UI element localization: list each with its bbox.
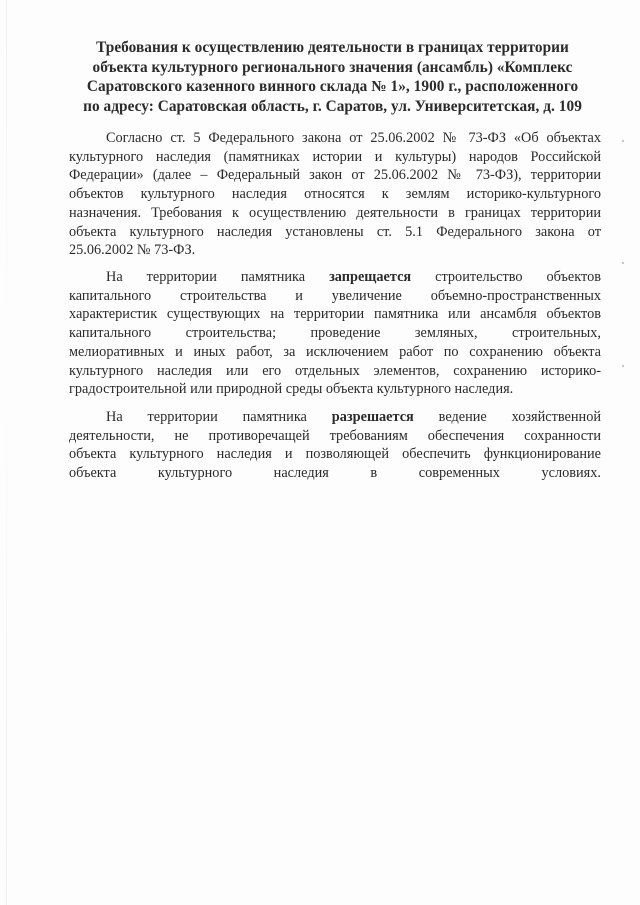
paragraph-line: культурного наследия или его отдельных элементов, сохранению историко- [69,362,601,379]
paragraph-line: культурного наследия (памятниках истории и культуры) народов Российской [69,148,601,165]
paragraph-line: градостроительной или природной среды объекта культурного наследия. [69,381,514,398]
paragraph-line: Согласно ст. 5 Федерального закона от 25.06.2002 № 73-ФЗ «Об объектах [106,130,601,146]
text-segment: На территории памятника [106,409,307,425]
document-title [60,38,605,116]
title-line: по адресу: Саратовская область, г. Саратов, ул. Университетская, д. 109 [83,97,582,115]
text-segment: ведение хозяйственной [438,409,601,425]
scan-speck [622,140,624,142]
paragraph-line [69,268,601,287]
scan-speck [622,365,624,367]
paragraph-permitted [69,408,601,483]
paragraph-prohibited [69,268,601,399]
scan-speck [622,262,624,264]
text-segment: На территории памятника [106,269,306,285]
paragraph-law-reference [69,129,601,260]
paragraph-line: объектов культурного наследия относятся к землям историко-культурного [69,186,601,203]
paragraph-line: объекта культурного наследия в современных условиях. [69,465,601,482]
paragraph-line: капитального строительства и увеличение объемно-пространственных [69,287,601,304]
title-line: Требования к осуществлению деятельности в границах территории [96,39,569,56]
paragraph-line: деятельности, не противоречащей требованиям обеспечения сохранности [69,427,601,444]
paragraph-line: мелиоративных и иных работ, за исключением работ по сохранению объекта [69,343,601,360]
paragraph-line [69,408,601,427]
keyword-prohibited: запрещается [329,269,412,285]
text-segment: строительство объектов [435,269,601,285]
paragraph-line: объекта культурного наследия установлены ст. 5.1 Федерального закона от [69,223,601,240]
title-line: объекта культурного регионального значения (ансамбль) «Комплекс [92,58,573,76]
scan-edge [6,0,7,905]
paragraph-line: назначения. Требования к осуществлению деятельности в границах территории [69,204,601,221]
paragraph-line: капитального строительства; проведение земляных, строительных, [69,325,601,342]
paragraph-line: 25.06.2002 № 73-ФЗ. [69,242,196,259]
paragraph-line: объекта культурного наследия и позволяющей обеспечить функционирование [69,446,601,463]
keyword-permitted: разрешается [331,409,414,425]
paragraph-line: характеристик существующих на территории памятника или ансамбля объектов [69,306,601,323]
paragraph-line: Федерации» (далее – Федеральный закон от 25.06.2002 № 73-ФЗ), территории [69,167,601,184]
title-line: Саратовского казенного винного склада № 1», 1900 г., расположенного [86,78,579,95]
